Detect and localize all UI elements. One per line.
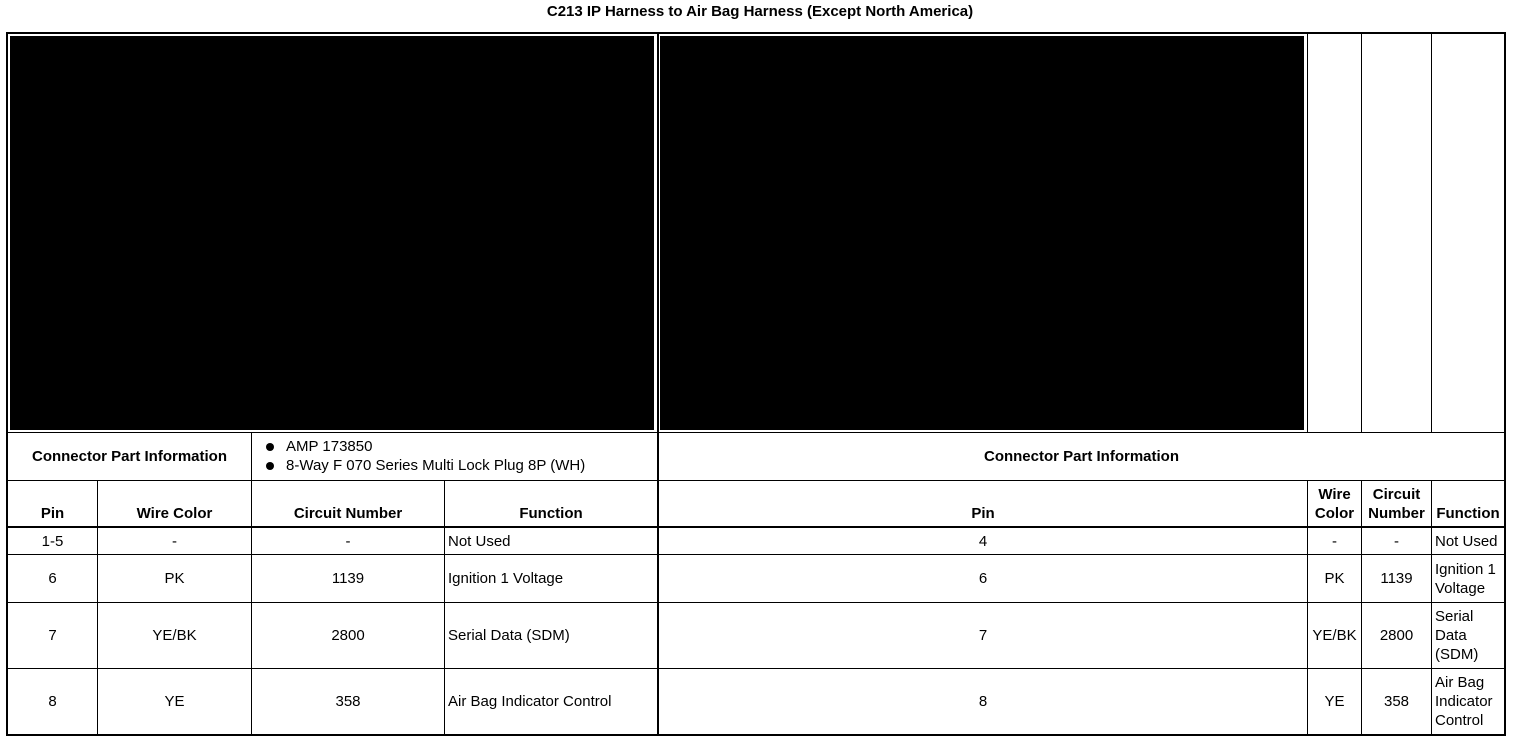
wire-color-cell: YE/BK [152,627,197,644]
circuit-number-cell: 2800 [331,627,365,644]
pin-cell: 7 [978,627,988,644]
connector-part-number: AMP 173850 [286,438,373,455]
function-cell: Not Used [1435,532,1498,550]
right-header-circuit-number: Circuit Number [1368,486,1425,522]
circuit-number-cell: 1139 [331,570,365,587]
right-header-wire-color: Wire Color [1314,486,1355,522]
function-cell: Ignition 1 Voltage [1435,560,1496,597]
function-cell: Serial Data (SDM) [448,627,570,644]
function-cell: Ignition 1 Voltage [448,570,564,587]
circuit-number-cell: 1139 [1380,570,1413,587]
wire-color-cell: - [172,532,177,550]
function-cell: Not Used [448,532,511,550]
wire-color-cell: - [1332,532,1337,550]
pin-cell: 1-5 [41,532,64,550]
circuit-number-cell: 358 [335,693,361,710]
bullet-icon [266,462,274,470]
wire-color-cell: PK [1324,570,1345,587]
bullet-icon [266,443,274,451]
wire-color-cell: YE [164,693,185,710]
left-connector-image [10,36,654,430]
right-connector-image [660,36,1304,430]
connector-info-item [252,456,657,475]
left-header-wire-color: Wire Color [136,505,213,522]
page-title: C213 IP Harness to Air Bag Harness (Except North America) [546,3,974,20]
pin-cell: 6 [48,570,57,587]
connector-info-item [252,437,657,456]
circuit-number-cell: 2800 [1379,627,1414,644]
circuit-number-cell: - [1394,532,1399,550]
function-cell: Serial Data (SDM) [1435,608,1479,663]
pin-cell: 8 [48,693,57,710]
function-cell: Air Bag Indicator Control [448,693,612,710]
wire-color-cell: YE/BK [1312,627,1357,644]
pin-cell: 8 [978,693,988,710]
connector-table [6,32,1506,736]
left-connector-info-label: Connector Part Information [31,448,227,465]
pin-cell: 6 [978,570,988,587]
circuit-number-cell: 358 [1383,693,1410,710]
right-header-function: Function [1436,505,1500,522]
left-header-function: Function [519,505,583,522]
pin-cell: 7 [48,627,57,644]
wire-color-cell: PK [164,570,185,587]
pin-cell: 4 [978,532,988,550]
circuit-number-cell: - [345,532,351,550]
left-connector-info-list [252,437,657,475]
right-connector-info-label: Connector Part Information [983,448,1179,465]
connector-description: 8-Way F 070 Series Multi Lock Plug 8P (WH) [286,457,586,474]
function-cell: Air Bag Indicator Control [1435,674,1493,729]
left-header-pin: Pin [40,505,65,522]
right-header-pin: Pin [971,505,995,522]
left-header-circuit-number: Circuit Number [293,505,403,522]
wire-color-cell: YE [1324,693,1345,710]
